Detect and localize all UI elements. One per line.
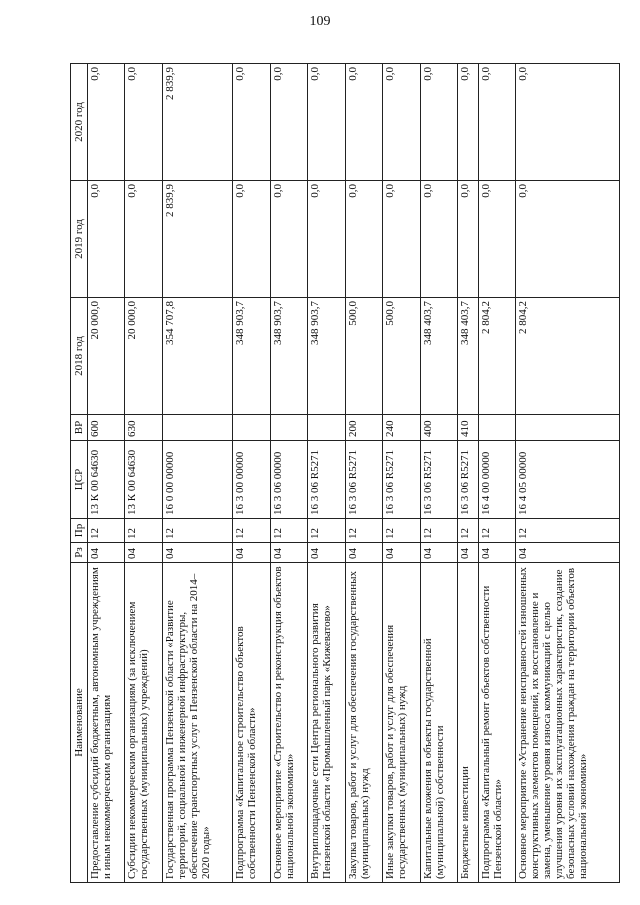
cell-csr: 13 К 00 64630 <box>88 441 125 519</box>
cell-pr: 12 <box>516 519 620 543</box>
cell-2018: 354 707,8 <box>162 298 233 415</box>
cell-2018: 20 000,0 <box>88 298 125 415</box>
cell-2018: 348 903,7 <box>270 298 307 415</box>
cell-csr: 16 3 06 R5271 <box>457 441 478 519</box>
cell-pr: 12 <box>478 519 515 543</box>
cell-csr: 16 3 06 R5271 <box>383 441 420 519</box>
cell-pr: 12 <box>420 519 457 543</box>
cell-rz: 04 <box>478 543 515 563</box>
cell-2020: 0,0 <box>516 64 620 181</box>
cell-name: Государственная программа Пензенской области «Развитие территорий, социальной и инженерной инфраструктуры, обеспечение транспортных услуг в Пензенской области на 2014–2020 годы» <box>162 563 233 883</box>
header-2020: 2020 год <box>71 64 88 181</box>
cell-2020: 0,0 <box>478 64 515 181</box>
cell-csr: 16 3 06 00000 <box>270 441 307 519</box>
cell-2018: 500,0 <box>383 298 420 415</box>
cell-name: Основное мероприятие «Строительство и реконструкция объектов национальной экономики» <box>270 563 307 883</box>
cell-pr: 12 <box>383 519 420 543</box>
table-row <box>345 64 382 883</box>
cell-2018: 348 403,7 <box>457 298 478 415</box>
cell-2019: 0,0 <box>233 181 270 298</box>
cell-name: Внутриплощадочные сети Центра регионального развития Пензенской области «Промышленный парк «Кижеватово» <box>308 563 345 883</box>
cell-vr <box>270 415 307 441</box>
cell-pr: 12 <box>233 519 270 543</box>
cell-2018: 348 903,7 <box>233 298 270 415</box>
cell-vr: 410 <box>457 415 478 441</box>
cell-2019: 0,0 <box>420 181 457 298</box>
cell-vr <box>308 415 345 441</box>
cell-2018: 348 403,7 <box>420 298 457 415</box>
cell-2019: 0,0 <box>516 181 620 298</box>
cell-csr: 16 4 05 00000 <box>516 441 620 519</box>
cell-pr: 12 <box>345 519 382 543</box>
table-row <box>478 64 515 883</box>
cell-vr <box>478 415 515 441</box>
cell-csr: 16 3 06 R5271 <box>308 441 345 519</box>
table-row <box>233 64 270 883</box>
cell-rz: 04 <box>516 543 620 563</box>
cell-rz: 04 <box>420 543 457 563</box>
cell-2019: 0,0 <box>88 181 125 298</box>
cell-csr: 16 3 06 R5271 <box>420 441 457 519</box>
cell-name: Закупка товаров, работ и услуг для обеспечения государственных (муниципальных) нужд <box>345 563 382 883</box>
cell-2020: 0,0 <box>88 64 125 181</box>
cell-name: Иные закупки товаров, работ и услуг для обеспечения государственных (муниципальных) нужд <box>383 563 420 883</box>
header-rz: Рз <box>71 543 88 563</box>
table-row <box>88 64 125 883</box>
cell-2019: 0,0 <box>308 181 345 298</box>
cell-pr: 12 <box>162 519 233 543</box>
cell-2020: 2 839,9 <box>162 64 233 181</box>
table-row <box>457 64 478 883</box>
header-pr: Пр <box>71 519 88 543</box>
cell-pr: 12 <box>270 519 307 543</box>
cell-rz: 04 <box>162 543 233 563</box>
cell-2020: 0,0 <box>420 64 457 181</box>
cell-name: Подпрограмма «Капитальное строительство объектов собственности Пензенской области» <box>233 563 270 883</box>
cell-2019: 0,0 <box>478 181 515 298</box>
cell-2020: 0,0 <box>383 64 420 181</box>
cell-pr: 12 <box>88 519 125 543</box>
cell-2020: 0,0 <box>308 64 345 181</box>
cell-rz: 04 <box>233 543 270 563</box>
table-row <box>162 64 233 883</box>
header-2018: 2018 год <box>71 298 88 415</box>
cell-vr: 400 <box>420 415 457 441</box>
cell-csr: 16 3 06 R5271 <box>345 441 382 519</box>
cell-2020: 0,0 <box>345 64 382 181</box>
table-header-row <box>71 64 88 883</box>
cell-name: Субсидии некоммерческим организациям (за исключением государственных (муниципальных) учреждений) <box>125 563 162 883</box>
table-row <box>270 64 307 883</box>
cell-2019: 0,0 <box>457 181 478 298</box>
budget-table <box>70 63 620 883</box>
cell-2019: 0,0 <box>270 181 307 298</box>
cell-rz: 04 <box>383 543 420 563</box>
cell-vr: 600 <box>88 415 125 441</box>
table-row <box>308 64 345 883</box>
cell-vr <box>162 415 233 441</box>
cell-2019: 0,0 <box>383 181 420 298</box>
cell-csr: 16 0 00 00000 <box>162 441 233 519</box>
table-row <box>420 64 457 883</box>
cell-2018: 20 000,0 <box>125 298 162 415</box>
cell-csr: 16 3 00 00000 <box>233 441 270 519</box>
header-name: Наименование <box>71 563 88 883</box>
cell-vr <box>233 415 270 441</box>
cell-name: Предоставление субсидий бюджетным, автономным учреждениям и иным некоммерческим организациям <box>88 563 125 883</box>
cell-rz: 04 <box>308 543 345 563</box>
cell-2018: 2 804,2 <box>478 298 515 415</box>
cell-rz: 04 <box>88 543 125 563</box>
cell-pr: 12 <box>457 519 478 543</box>
table-row <box>383 64 420 883</box>
cell-2020: 0,0 <box>270 64 307 181</box>
cell-name: Бюджетные инвестиции <box>457 563 478 883</box>
cell-2019: 2 839,9 <box>162 181 233 298</box>
cell-csr: 13 К 00 64630 <box>125 441 162 519</box>
cell-2019: 0,0 <box>345 181 382 298</box>
table-row <box>516 64 620 883</box>
cell-rz: 04 <box>270 543 307 563</box>
cell-pr: 12 <box>308 519 345 543</box>
header-csr: ЦСР <box>71 441 88 519</box>
cell-2018: 348 903,7 <box>308 298 345 415</box>
cell-vr <box>516 415 620 441</box>
cell-name: Основное мероприятие «Устранение неисправностей изношенных конструктивных элементов помещений, их восстановление и замена, уменьшение уровня износа коммуникаций с целью улучшения уровня их эксплуатационных характеристик, создание безопасных условий нахождения граждан на территории объектов национальной экономики» <box>516 563 620 883</box>
cell-2019: 0,0 <box>125 181 162 298</box>
cell-name: Подпрограмма «Капитальный ремонт объектов собственности Пензенской области» <box>478 563 515 883</box>
header-vr: ВР <box>71 415 88 441</box>
cell-pr: 12 <box>125 519 162 543</box>
cell-vr: 240 <box>383 415 420 441</box>
budget-table-rotated <box>70 63 620 883</box>
cell-rz: 04 <box>345 543 382 563</box>
cell-name: Капитальные вложения в объекты государственной (муниципальной) собственности <box>420 563 457 883</box>
cell-2018: 2 804,2 <box>516 298 620 415</box>
cell-2020: 0,0 <box>125 64 162 181</box>
cell-vr: 200 <box>345 415 382 441</box>
cell-2018: 500,0 <box>345 298 382 415</box>
cell-rz: 04 <box>125 543 162 563</box>
table-row <box>125 64 162 883</box>
cell-2020: 0,0 <box>457 64 478 181</box>
cell-csr: 16 4 00 00000 <box>478 441 515 519</box>
page-number: 109 <box>309 14 331 29</box>
header-2019: 2019 год <box>71 181 88 298</box>
cell-2020: 0,0 <box>233 64 270 181</box>
cell-vr: 630 <box>125 415 162 441</box>
cell-rz: 04 <box>457 543 478 563</box>
